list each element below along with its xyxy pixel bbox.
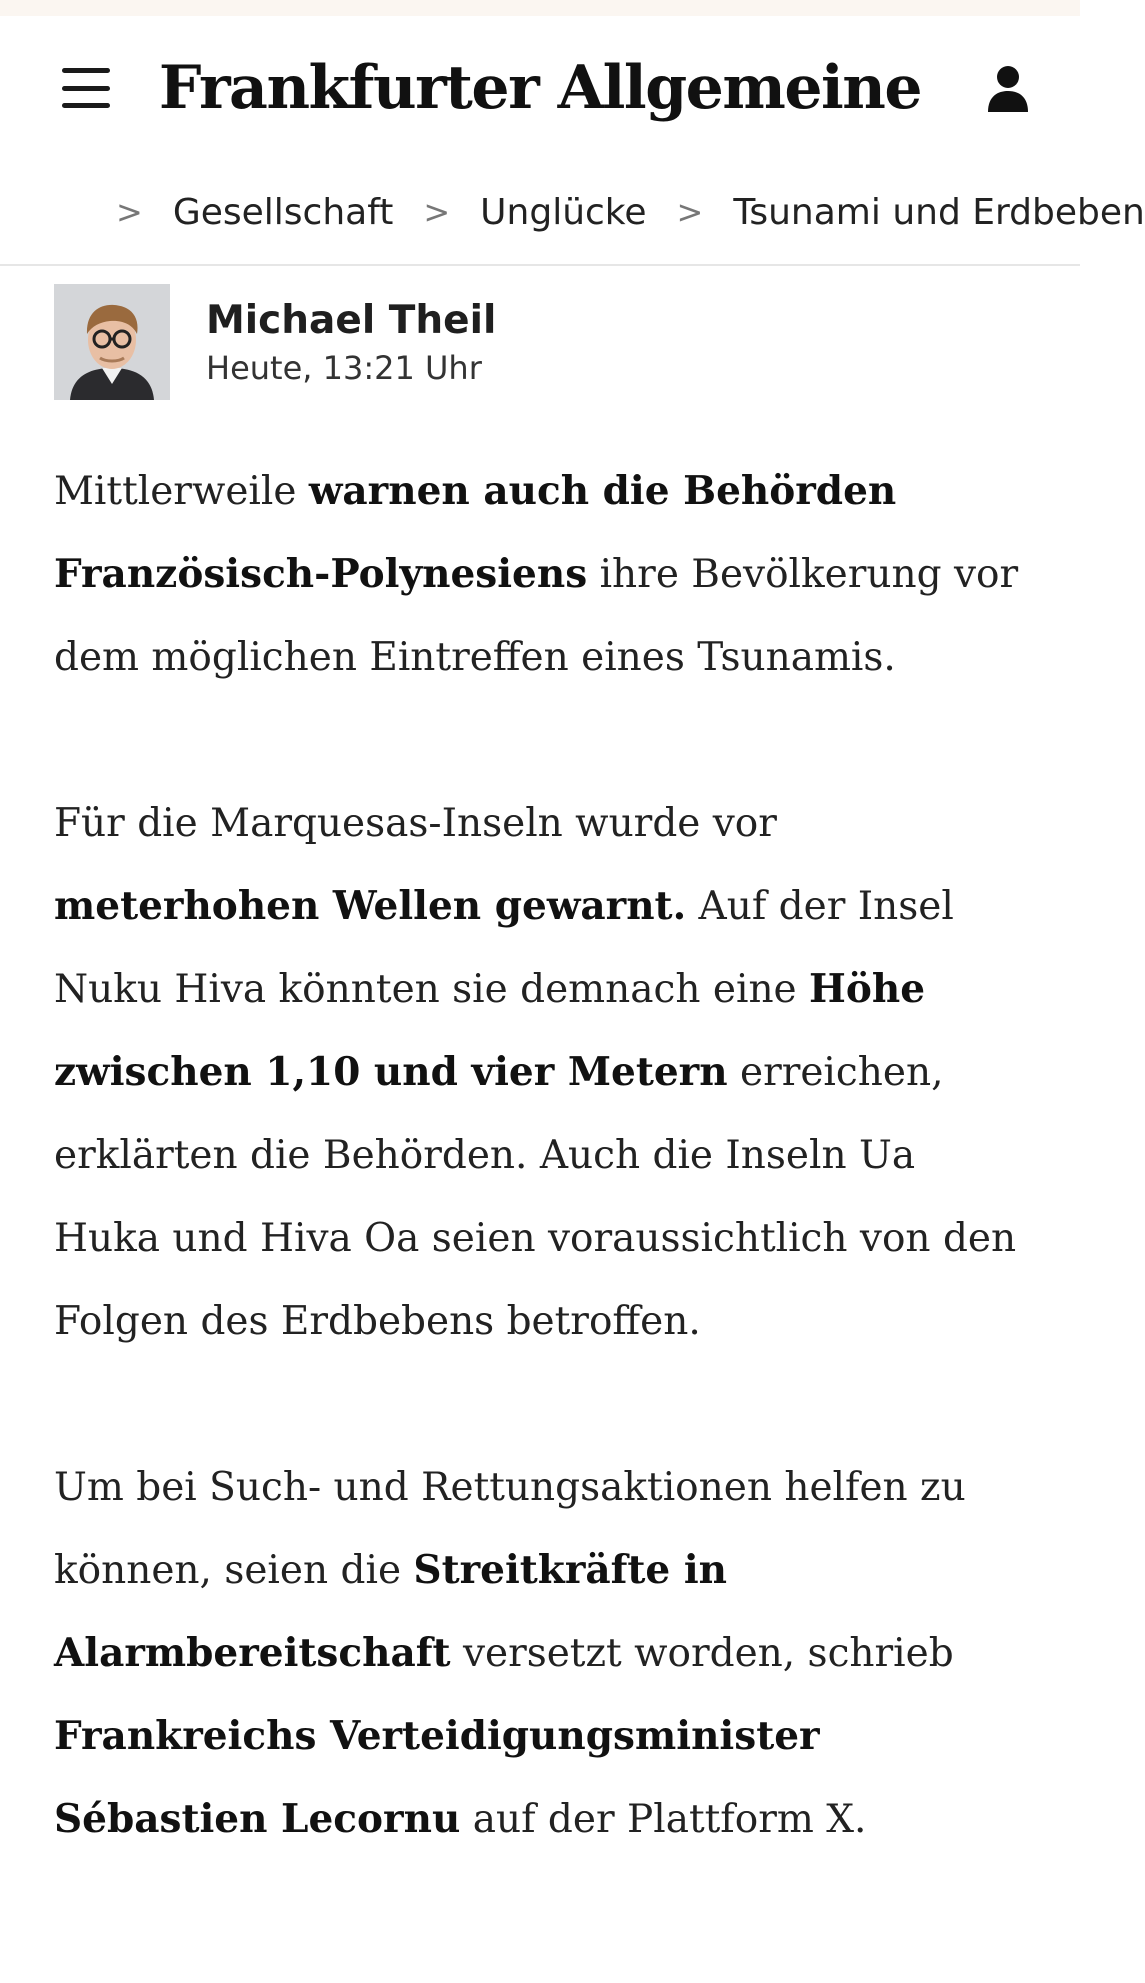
- hamburger-menu-icon[interactable]: [62, 68, 110, 108]
- author-name[interactable]: Michael Theil: [206, 297, 497, 343]
- site-logo[interactable]: Frankfurter Allgemeine: [158, 53, 922, 123]
- status-strip: [0, 0, 1080, 16]
- article-paragraph: [54, 1446, 1030, 1861]
- text-run: auf der Plattform X.: [460, 1797, 867, 1842]
- bold-text: meterhohen Wellen gewarnt.: [54, 883, 687, 929]
- author-avatar[interactable]: [54, 284, 170, 400]
- article-body: [0, 402, 1080, 1861]
- chevron-right-icon: >: [423, 193, 451, 231]
- bold-text: Frankreichs Verteidigungsminister Sébastien Lecornu: [54, 1713, 820, 1842]
- author-meta: [206, 298, 496, 387]
- publish-time: Heute, 13:21 Uhr: [206, 348, 482, 387]
- text-run: versetzt worden, schrieb: [450, 1631, 954, 1676]
- breadcrumb-item-gesellschaft[interactable]: Gesellschaft: [172, 191, 394, 233]
- chevron-right-icon: >: [676, 193, 704, 231]
- breadcrumb: [0, 160, 1145, 266]
- text-run: Auf der Insel Nuku Hiva könnten sie demnach eine: [54, 884, 954, 1012]
- text-run: Für die Marquesas-Inseln wurde vor: [54, 801, 777, 846]
- article-paragraph: [54, 782, 1030, 1363]
- text-run: ihre Bevölkerung vor dem möglichen Eintreffen eines Tsunamis.: [54, 552, 1019, 680]
- text-run: Mittlerweile: [54, 469, 309, 514]
- article-paragraph: [54, 450, 1030, 699]
- bold-text: warnen auch die Behörden Französisch-Polynesiens: [54, 468, 897, 597]
- bold-text: Höhe zwischen 1,10 und vier Metern: [54, 966, 926, 1095]
- author-block: [0, 266, 1080, 402]
- breadcrumb-item-tsunami[interactable]: Tsunami und Erdbeben: [733, 191, 1145, 233]
- breadcrumb-item-ungluecke[interactable]: Unglücke: [480, 191, 647, 233]
- bold-text: Streitkräfte in Alarmbereitschaft: [54, 1547, 727, 1676]
- chevron-right-icon: >: [116, 193, 143, 231]
- user-account-icon[interactable]: [980, 60, 1036, 116]
- text-run: Um bei Such- und Rettungsaktionen helfen zu können, seien die: [54, 1465, 966, 1593]
- text-run: erreichen, erklärten die Behörden. Auch die Inseln Ua Huka und Hiva Oa seien voraussichtlich von den Folgen des Erdbebens betroffen.: [54, 1050, 1017, 1344]
- site-header: [0, 16, 1080, 160]
